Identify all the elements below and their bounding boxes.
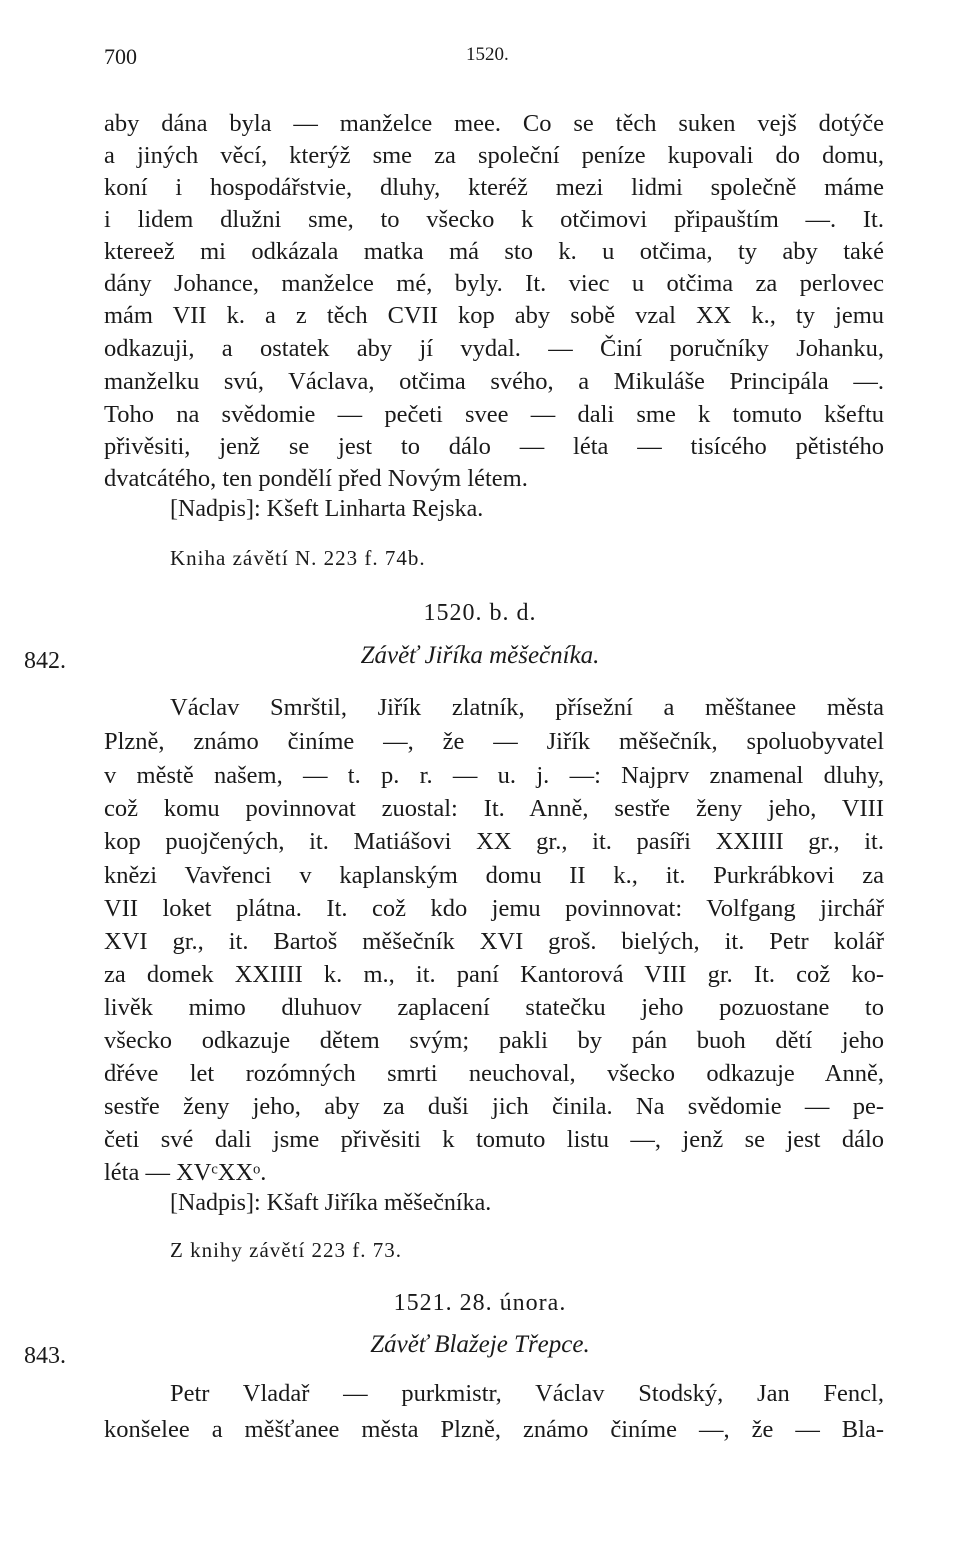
text-line: Václav Smrštil, Jiřík zlatník, přísežní a měštanee města [170, 694, 884, 721]
text-line: XVI gr., it. Bartoš měšečník XVI groš. bielých, it. Petr kolář [104, 928, 884, 955]
text-line: přivěsiti, jenž se jest to dálo — léta — tisícého pětistého [104, 433, 884, 460]
page-number: 700 [104, 44, 137, 69]
text-line: VII loket plátna. It. což kdo jemu povinnovat: Volfgang jirchář [104, 895, 884, 922]
document-date: 1521. 28. února. [393, 1290, 567, 1316]
text-line: odkazuji, a ostatek aby jí vydal. — Činí poručníky Johanku, [104, 335, 884, 362]
text-line: manželku svú, Václava, otčima svého, a Mikuláše Principála —. [104, 368, 884, 395]
text-line: mám VII k. a z těch CVII kop aby sobě vzal XX k., ty jemu [104, 302, 884, 329]
heading-note: [Nadpis]: Kšeft Linharta Rejska. [170, 496, 484, 522]
text-line: knězi Vavřenci v kaplanským domu II k., it. Purkrábkovi za [104, 862, 884, 889]
text-line: četi své dali jsme přivěsiti k tomuto listu —, jenž se jest dálo [104, 1126, 884, 1153]
text-line: koní i hospodářstvie, dluhy, kteréž mezi lidmi společně máme [104, 174, 884, 201]
text-line: ktereež mi odkázala matka má sto k. u otčima, ty aby také [104, 238, 884, 265]
text-line: livěk mimo dluhuov zaplacení statečku jeho pozuostane to [104, 994, 884, 1021]
source-reference: Kniha závětí N. 223 f. 74b. [170, 546, 426, 570]
text-line: konšelee a měšťanee města Plzně, známo činíme —, že — Bla- [104, 1416, 884, 1443]
text-line: dřéve let rozómných smrti neuchoval, všecko odkazuje Anně, [104, 1060, 884, 1087]
text-line: Plzně, známo činíme —, že — Jiřík měšečník, spoluobyvatel [104, 728, 884, 755]
text-line: dány Johance, manželce mé, byly. It. viec u otčima za perlovec [104, 270, 884, 297]
text-line: Toho na svědomie — pečeti svee — dali sme k tomuto kšeftu [104, 401, 884, 428]
running-head: 1520. [466, 44, 509, 65]
text-line: sestře ženy jeho, aby za duši jich činila. Na svědomie — pe- [104, 1093, 884, 1120]
text-line: za domek XXIIII k. m., it. paní Kantorová VIII gr. It. což ko- [104, 961, 884, 988]
text-line: dvatcátého, ten pondělí před Novým létem. [104, 465, 528, 492]
text-line: aby dána byla — manželce mee. Co se těch suken vejš dotýče [104, 110, 884, 137]
text-line: všecko odkazuje dětem svým; pakli by pán buoh dětí jeho [104, 1027, 884, 1054]
text-line: Petr Vladař — purkmistr, Václav Stodský, Jan Fencl, [170, 1380, 884, 1407]
text-line: a jiných věcí, kterýž sme za společní peníze kupovali do domu, [104, 142, 884, 169]
document-title: Závěť Blažeje Třepce. [370, 1331, 590, 1358]
text-line: v městě našem, — t. p. r. — u. j. —: Najprv znamenal dluhy, [104, 762, 884, 789]
text-line: což komu povinnovat zuostal: It. Anně, sestře ženy jeho, VIII [104, 795, 884, 822]
text-line: léta — XVᶜXXᵒ. [104, 1159, 267, 1186]
document-number: 842. [24, 648, 66, 674]
document-number: 843. [24, 1343, 66, 1369]
text-line: i lidem dlužni sme, to všecko k otčimovi připauštím —. It. [104, 206, 884, 233]
source-reference: Z knihy závětí 223 f. 73. [170, 1238, 403, 1262]
text-line: kop puojčených, it. Matiášovi XX gr., it. pasíři XXIIII gr., it. [104, 828, 884, 855]
document-title: Závěť Jiříka měšečníka. [360, 642, 600, 669]
document-date: 1520. b. d. [423, 600, 537, 626]
heading-note: [Nadpis]: Kšaft Jiříka měšečníka. [170, 1190, 492, 1216]
